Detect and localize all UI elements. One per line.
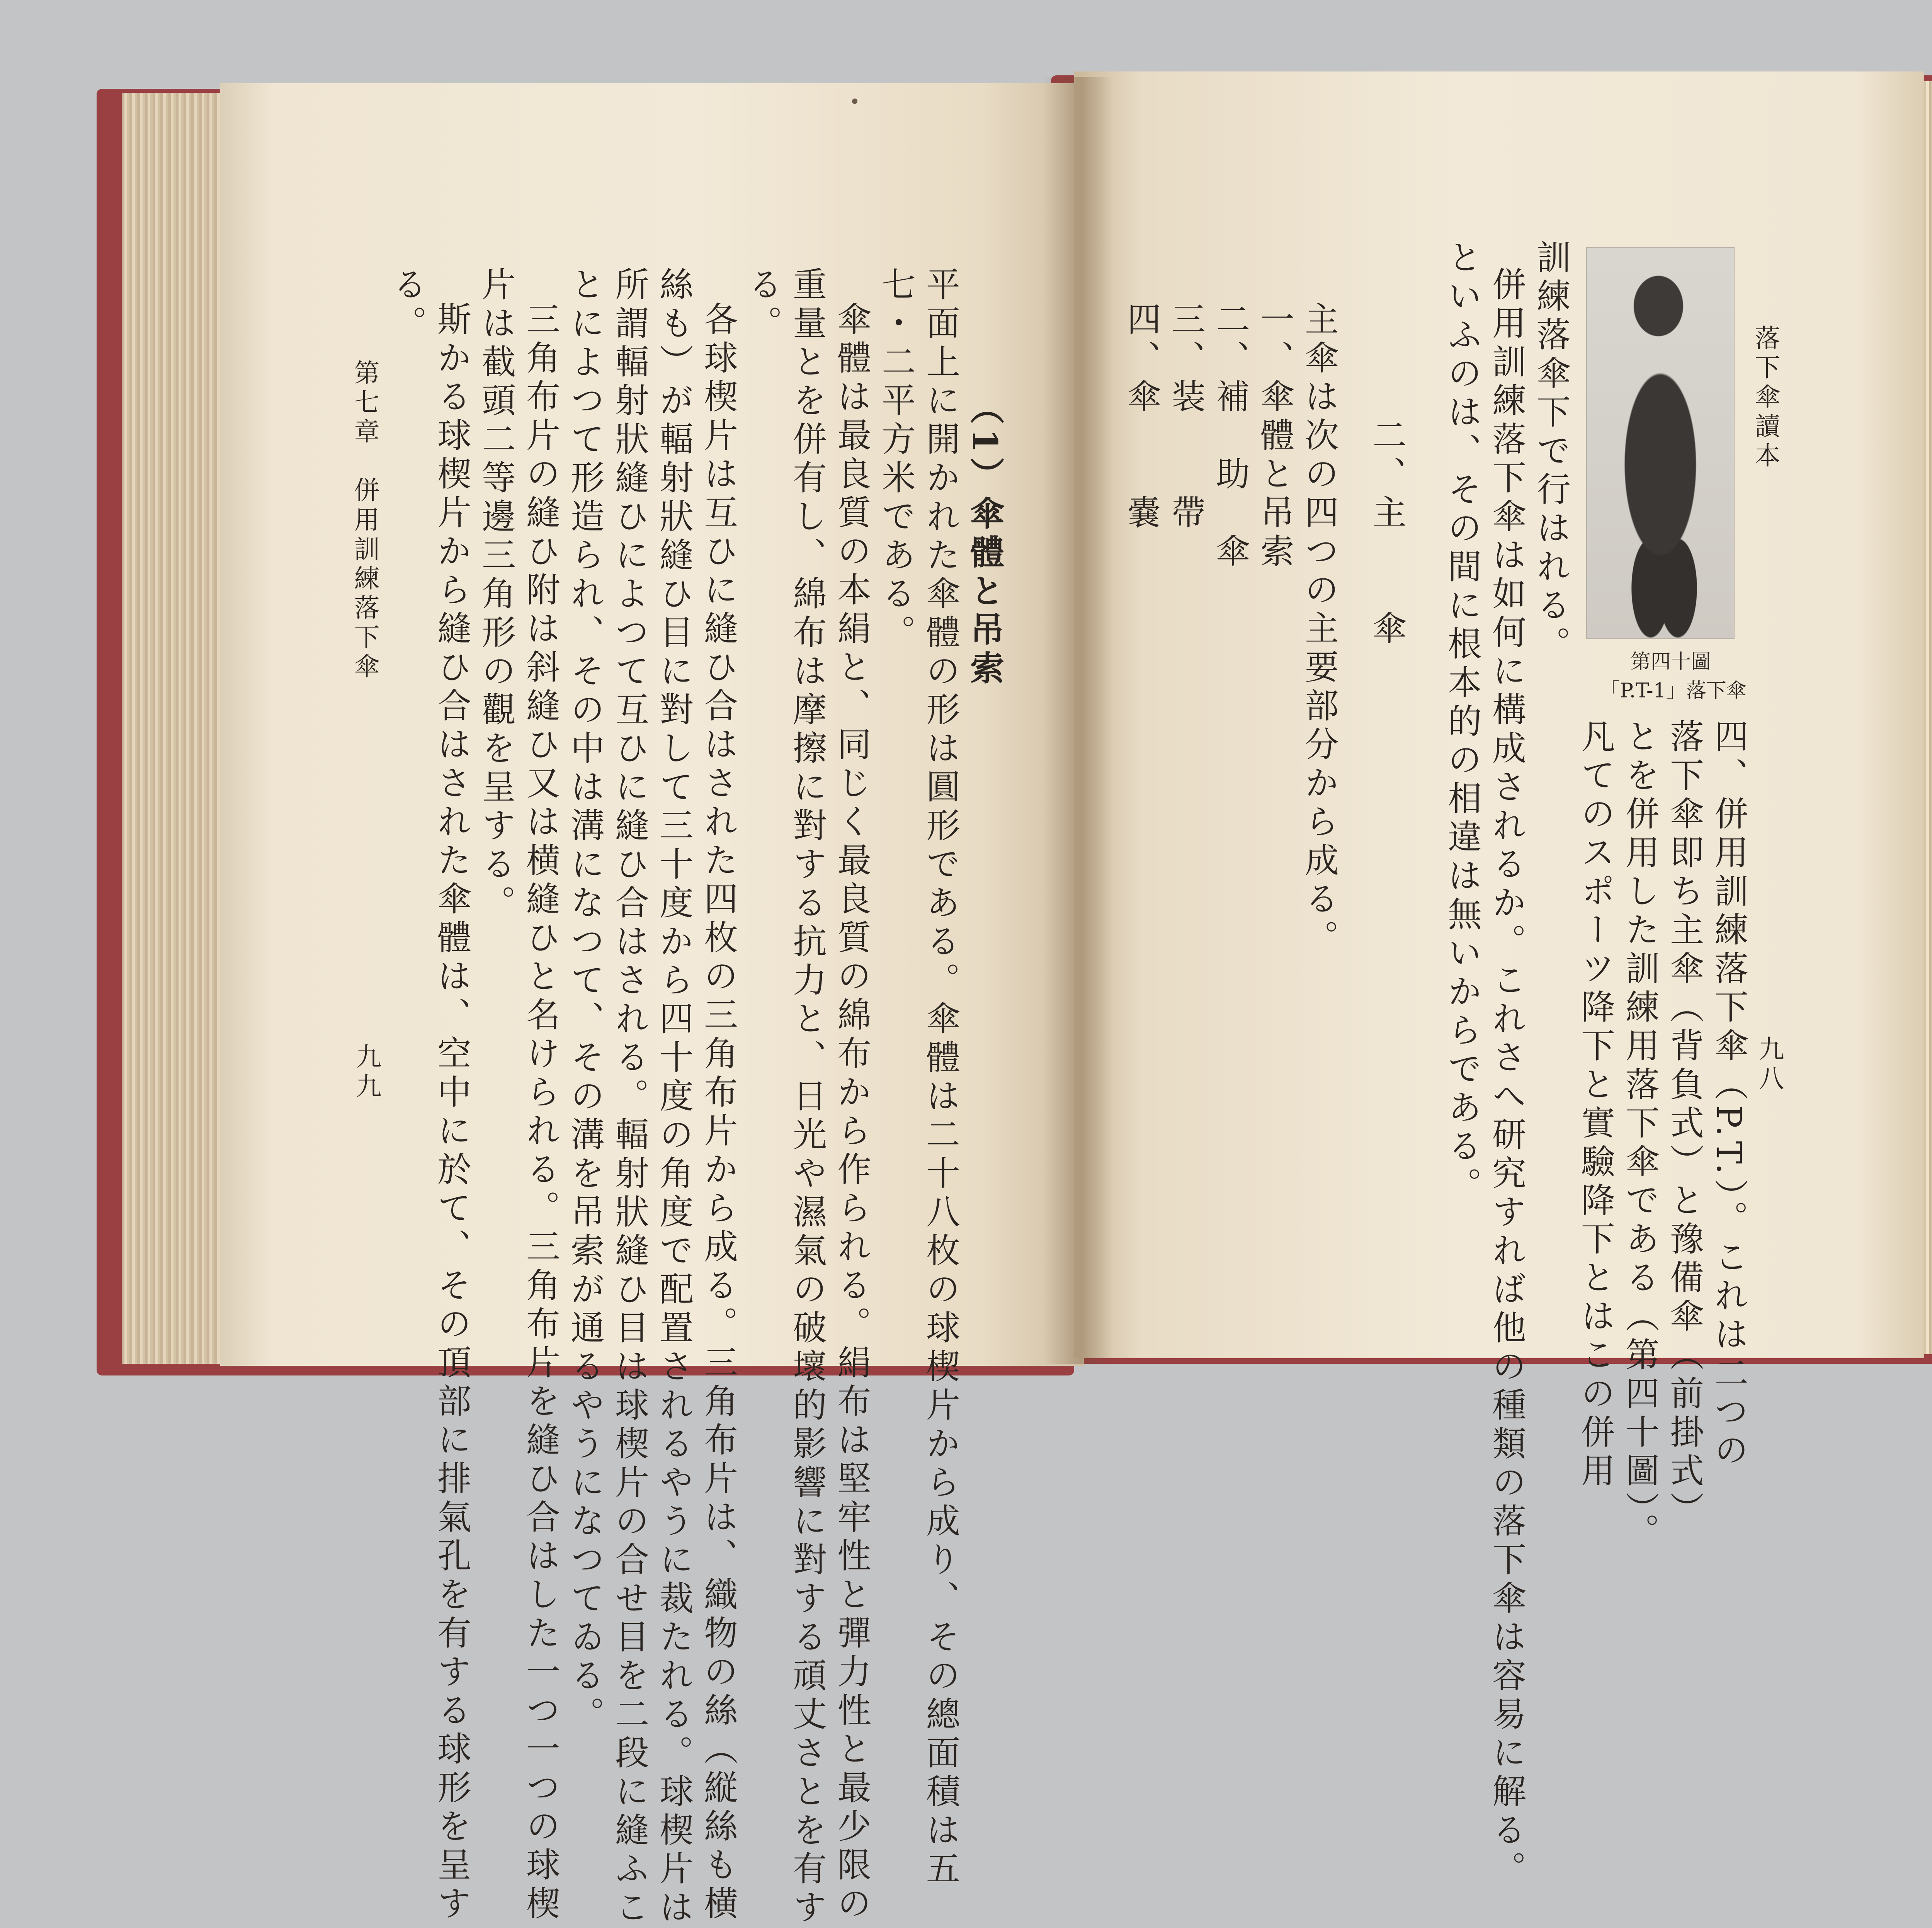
section-intro: 主傘は次の四つの主要部分から成る。 <box>1299 301 1339 958</box>
book-gutter <box>1043 77 1113 1364</box>
text-line: といふのは、その間に根本的の相違は無いからである。 <box>1442 240 1482 1205</box>
text-line: 訓練落傘下で行はれる。 <box>1531 240 1571 665</box>
section-heading: 二、主 傘 <box>1367 417 1407 649</box>
text-line: とによつて形造られ、その中は溝になつて、その溝を吊索が通るやうになつてゐる。 <box>565 267 605 1735</box>
text-line: る。 <box>388 267 427 344</box>
component-item: 二、補 助 傘 <box>1211 301 1250 572</box>
text-line: 重量とを併有し、綿布は摩擦に對する抗力と、日光や濕氣の破壞的影響に對する頑丈さとを有す <box>787 267 827 1928</box>
text-line: 平面上に開かれた傘體の形は圓形である。傘體は二十八枚の球楔片から成り、その總面積は五 <box>921 267 961 1889</box>
running-header: 落下傘讀本 <box>1750 325 1780 471</box>
text-line: 傘體は最良質の本絹と、同じく最良質の綿布から作られる。絹布は堅牢性と彈力性と最少限の <box>832 301 872 1924</box>
component-item: 四、傘 嚢 <box>1122 301 1162 533</box>
figure-number: 第四十圖 <box>1631 650 1711 673</box>
text-line: 七・二平方米である。 <box>876 267 916 653</box>
chapter-title: 第七章 併用訓練落下傘 <box>350 359 379 682</box>
text-line: 各球楔片は互ひに縫ひ合はされた四枚の三角布片から成る。三角布片は、織物の絲（縦絲も横 <box>699 301 738 1924</box>
text-line: 併用訓練落下傘は如何に構成されるか。これさへ研究すれば他の種類の落下傘は容易に解る。 <box>1487 267 1527 1889</box>
page-number: 九九 <box>352 1043 381 1102</box>
ink-speck <box>852 99 857 104</box>
text-line: 片は截頭二等邊三角形の觀を呈する。 <box>476 267 516 923</box>
text-line: とを併用した訓練用落下傘である（第四十圖）。 <box>1620 719 1660 1552</box>
text-line: 凡てのスポーツ降下と實驗降下とはこの併用 <box>1576 719 1616 1491</box>
page-edges-left <box>122 93 226 1364</box>
parachutist-photo <box>1586 247 1735 639</box>
text-line: 四、併用訓練落下傘（P.T.）。これは二つの <box>1709 719 1749 1471</box>
text-line: る。 <box>743 267 783 344</box>
page-number: 九八 <box>1754 1035 1784 1094</box>
subheading: （1）傘體と吊索 <box>965 390 1005 689</box>
component-item: 一、傘體と吊索 <box>1255 301 1295 572</box>
text-line: 所謂輻射狀縫ひによつて互ひに縫ひ合はされる。輻射狀縫ひ目は球楔片の合せ目を二段に縫ふこ <box>610 267 650 1928</box>
text-line: 絲も）が輻射狀縫ひ目に對して三十度から四十度の角度で配置されるやうに裁たれる。球楔片は <box>654 267 694 1928</box>
component-item: 三、装 帶 <box>1166 301 1206 533</box>
text-line: 落下傘即ち主傘（背負式）と豫備傘（前掛式） <box>1665 719 1704 1530</box>
text-line: 三角布片の縫ひ附は斜縫ひ又は横縫ひと名けられる。三角布片を縫ひ合はした一つ一つの球楔 <box>521 301 561 1924</box>
figure-caption: 「P.T-1」落下傘 <box>1600 679 1747 702</box>
text-line: 斯かる球楔片から縫ひ合はされた傘體は、空中に於て、その頂部に排氣孔を有する球形を呈す <box>432 301 472 1924</box>
